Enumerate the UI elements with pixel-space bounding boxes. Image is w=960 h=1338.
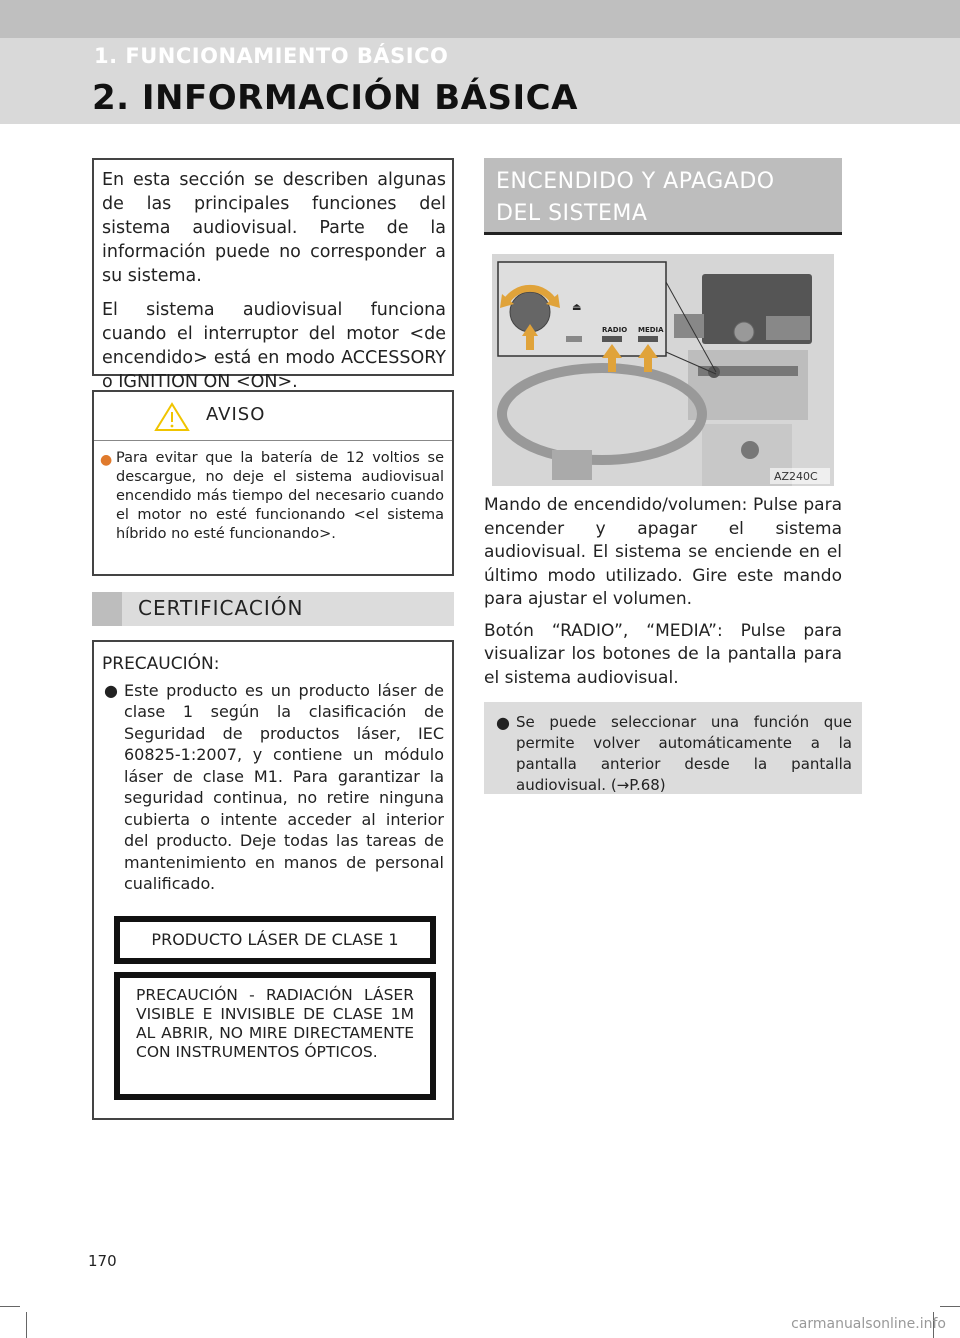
bullet-icon: ● [496, 713, 510, 732]
intro-paragraph-2: El sistema audiovisual funciona cuando el interruptor del motor <de encendido> está en modo ACCESSORY o IGNITION ON <ON>. [102, 300, 446, 392]
power-heading-bar [484, 158, 842, 235]
warning-body [94, 441, 452, 544]
certification-heading: CERTIFICACIÓN [138, 596, 304, 620]
page-number: 170 [88, 1252, 117, 1270]
orange-bullet-icon: ● [100, 452, 113, 468]
laser-radiation-label: PRECAUCIÓN - RADIACIÓN LÁSER VISIBLE E INVISIBLE DE CLASE 1M AL ABRIR, NO MIRE DIRECTAMENTE CON INSTRUMENTOS ÓPTICOS. [114, 972, 436, 1100]
intro-paragraph-1: En esta sección se describen algunas de las principales funciones del sistema audiovisual. Parte de la información puede no corresponder a su sistema. [102, 170, 446, 286]
crop-mark [0, 1306, 20, 1307]
power-heading-line-1: ENCENDIDO Y APAGADO [496, 169, 775, 194]
certification-heading-bar [92, 592, 454, 626]
eject-icon: ⏏ [572, 302, 582, 313]
heading-accent [92, 592, 122, 626]
power-heading-line-2: DEL SISTEMA [496, 201, 648, 226]
warning-text: Para evitar que la batería de 12 voltios se descargue, no deje el sistema audiovisual encendido más tiempo del necesario cuando el motor no esté funcionando <el sistema híbrido no esté funcionando>. [116, 450, 444, 542]
knob-description: Mando de encendido/volumen: Pulse para encender y apagar el sistema audiovisual. El sistema se enciende en el último modo utilizado. Gire este mando para ajustar el volumen. [484, 495, 842, 609]
shift-knob [741, 441, 759, 459]
button-description: Botón “RADIO”, “MEDIA”: Pulse para visualizar los botones de la pantalla para el sistema audiovisual. [484, 620, 842, 688]
warning-box [92, 390, 454, 576]
page-title: 2. INFORMACIÓN BÁSICA [92, 78, 578, 118]
illustration-code: AZ240C [774, 470, 818, 483]
caution-bullet [102, 680, 444, 895]
note-text: Se puede seleccionar una función que permite volver automáticamente a la pantalla anterior desde la pantalla audiovisual. (→P.68) [516, 713, 852, 794]
note-box [484, 702, 862, 794]
warning-header [94, 392, 452, 441]
media-button [638, 336, 658, 342]
caution-text: Este producto es un producto láser de clase 1 según la clasificación de Seguridad de productos láser, IEC 60825-1:2007, y contiene un módulo láser de clase M1. Para garantizar la seguridad continua, no retire ninguna cubierta o intente acceder al interior del producto. Deje todas las tareas de mantenimiento en manos de personal cualificado. [124, 680, 444, 893]
radio-button [602, 336, 622, 342]
power-description [484, 494, 842, 698]
header-band [0, 0, 960, 38]
note-bullet [494, 712, 852, 796]
power-heading [496, 166, 775, 230]
eject-button [566, 336, 582, 342]
warning-title: AVISO [206, 404, 266, 425]
warning-triangle-icon [154, 402, 190, 432]
crop-mark [940, 1306, 960, 1307]
dashboard-illustration [492, 254, 834, 486]
media-label: MEDIA [638, 326, 664, 334]
center-knob [734, 322, 754, 342]
page-header [0, 0, 960, 124]
caution-box [92, 640, 454, 1120]
crop-mark [26, 1312, 27, 1338]
laser-class-label: PRODUCTO LÁSER DE CLASE 1 [114, 916, 436, 964]
radio-label: RADIO [602, 326, 628, 334]
vent-right [766, 316, 810, 340]
caution-title: PRECAUCIÓN: [102, 654, 220, 674]
pedal [552, 450, 592, 480]
section-title: 1. FUNCIONAMIENTO BÁSICO [94, 44, 449, 68]
intro-box [92, 158, 454, 392]
watermark: carmanualsonline.info [791, 1316, 946, 1332]
bullet-icon: ● [104, 680, 118, 700]
vent-left [674, 314, 704, 338]
